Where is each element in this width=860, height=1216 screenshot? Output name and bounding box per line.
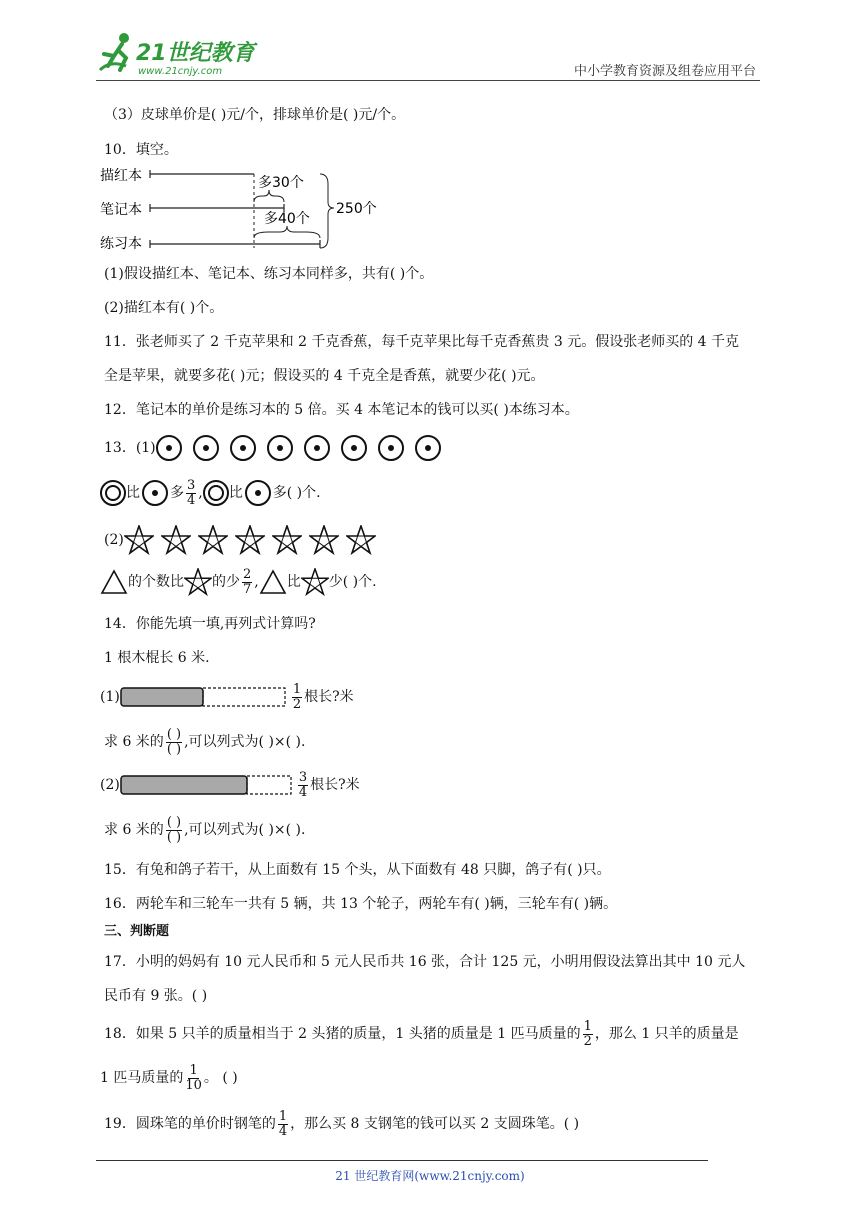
dot-circle-icon xyxy=(142,480,168,506)
star-icon xyxy=(124,525,154,555)
ask-formula: ,可以列式为( )×( ). xyxy=(184,734,306,750)
more30-label: 多30个 xyxy=(258,175,304,191)
q18-text-a2: ，那么 1 只羊的质量是 xyxy=(594,1026,739,1042)
comma: , xyxy=(254,574,259,590)
stick-half-bar xyxy=(120,686,290,708)
dot-circle-icon xyxy=(245,480,271,506)
q10-2-text: (2)描红本有( )个。 xyxy=(104,300,224,316)
q17-line2: 民币有 9 张。( ) xyxy=(104,988,208,1004)
footer-text: 21 世纪教育网(www.21cnjy.com) xyxy=(335,1169,525,1183)
q19-line xyxy=(104,1106,579,1142)
logo-url: www.21cnjy.com xyxy=(138,66,223,77)
dot-circle-icon xyxy=(230,435,256,461)
star-icon xyxy=(198,525,228,555)
ask-formula: ,可以列式为( )×( ). xyxy=(184,822,306,838)
q14-2-tail: 根长?米 xyxy=(310,777,360,793)
triangle-icon xyxy=(100,569,128,595)
fraction-blank: $\frac{( )}{( )}$ xyxy=(166,726,182,757)
ring-icon xyxy=(100,480,126,506)
dot-circle-icon xyxy=(378,435,404,461)
dot-circle-icon xyxy=(193,435,219,461)
q10-diagram xyxy=(98,162,388,254)
fraction-1-4: $\frac{1}{4}$ xyxy=(278,1108,288,1139)
text-count-compare: 的个数比 xyxy=(128,574,184,590)
fraction-blank: $\frac{( )}{( )}$ xyxy=(166,814,182,845)
q14-2-row xyxy=(100,768,360,802)
triangle-icon xyxy=(259,569,287,595)
text-shao-blank: 少( )个. xyxy=(328,574,377,590)
dot-circle-icon xyxy=(341,435,367,461)
q12-text: 12．笔记本的单价是练习本的 5 倍。买 4 本笔记本的钱可以买( )本练习本。 xyxy=(104,402,579,418)
q19-text-a: 19．圆珠笔的单价时钢笔的 xyxy=(104,1116,276,1132)
q14-1-row xyxy=(100,680,354,714)
stick-three-quarter-bar xyxy=(120,774,296,796)
q14-2-label: (2) xyxy=(100,777,120,793)
text-bi: 比 xyxy=(228,485,243,501)
label-miaohong: 描红本 xyxy=(100,168,142,184)
text-duo: 多 xyxy=(170,485,184,501)
star-icon xyxy=(301,568,329,596)
q9-3-text: （3）皮球单价是( )元/个，排球单价是( )元/个。 xyxy=(104,107,406,123)
text-bi: 比 xyxy=(126,485,140,501)
q15-text: 15．有兔和鸽子若干，从上面数有 15 个头，从下面数有 48 只脚，鸽子有( )只。 xyxy=(104,862,611,878)
header-divider xyxy=(96,80,760,81)
q13-2-label: (2) xyxy=(104,532,124,548)
q14-1-tail: 根长?米 xyxy=(304,689,354,705)
q11-line2: 全是苹果，就要多花( )元；假设买的 4 千克全是香蕉，就要少花( )元。 xyxy=(104,368,545,384)
q11-line1: 11．张老师买了 2 千克苹果和 2 千克香蕉，每千克苹果比每千克香蕉贵 3 元。假设张老师买的 4 千克 xyxy=(104,334,740,350)
star-icon xyxy=(235,525,265,555)
q14-title: 14．你能先填一填,再列式计算吗? xyxy=(104,616,316,632)
q14-intro: 1 根木棍长 6 米. xyxy=(104,650,210,666)
section-heading: 三、判断题 xyxy=(104,924,170,939)
q13-2-compare xyxy=(100,564,377,600)
q17-line1: 17．小明的妈妈有 10 元人民币和 5 元人民币共 16 张，合计 125 元，小明用假设法算出其中 10 元人 xyxy=(104,954,746,970)
q14-1-ask xyxy=(104,722,305,762)
fraction-3-4: $\frac{3}{4}$ xyxy=(187,477,196,508)
total-label: 250个 xyxy=(336,201,377,217)
q13-1-label: 13．(1) xyxy=(104,440,156,456)
dot-circle-icon xyxy=(304,435,330,461)
q14-1-label: (1) xyxy=(100,689,120,705)
q18-line2 xyxy=(100,1060,238,1096)
fraction-3-4: $\frac{3}{4}$ xyxy=(298,769,308,800)
site-logo xyxy=(96,30,266,80)
ring-icon xyxy=(203,480,229,506)
more40-label: 多40个 xyxy=(264,211,310,227)
q19-text-b: ，那么买 8 支钢笔的钱可以买 2 支圆珠笔。( ) xyxy=(290,1116,580,1132)
q10-title: 10．填空。 xyxy=(104,142,178,158)
text-duo-blank: 多( )个. xyxy=(272,485,321,501)
platform-name: 中小学教育资源及组卷应用平台 xyxy=(574,64,757,79)
dot-circle-icon xyxy=(156,435,182,461)
star-icon xyxy=(346,525,376,555)
q13-1-compare xyxy=(100,476,321,510)
q13-1-row xyxy=(104,434,452,462)
q18-text-b2: 。 ( ) xyxy=(203,1070,238,1086)
q18-line1 xyxy=(104,1016,739,1052)
fraction-2-7: $\frac{2}{7}$ xyxy=(243,566,252,597)
q10-1-text: (1)假设描红本、笔记本、练习本同样多，共有( )个。 xyxy=(104,266,434,282)
star-icon xyxy=(272,525,302,555)
label-bijiben: 笔记本 xyxy=(100,202,142,218)
text-bi: 比 xyxy=(286,574,301,590)
q18-text-b: 1 匹马质量的 xyxy=(100,1070,184,1086)
star-icon xyxy=(161,525,191,555)
text-shao: 的少 xyxy=(212,574,240,590)
footer-divider xyxy=(96,1160,708,1161)
ask-prefix: 求 6 米的 xyxy=(104,822,164,838)
logo-text: 21世纪教育 xyxy=(136,41,255,66)
q14-2-ask xyxy=(104,810,305,850)
q16-text: 16．两轮车和三轮车一共有 5 辆，共 13 个轮子，两轮车有( )辆，三轮车有( )辆。 xyxy=(104,896,618,912)
dot-circle-icon xyxy=(415,435,441,461)
dot-circle-icon xyxy=(267,435,293,461)
star-icon xyxy=(309,525,339,555)
star-icon xyxy=(184,568,212,596)
fraction-1-2: $\frac{1}{2}$ xyxy=(292,681,302,712)
label-lianxiben: 练习本 xyxy=(100,236,142,252)
ask-prefix: 求 6 米的 xyxy=(104,734,164,750)
fraction-1-10: $\frac{1}{10}$ xyxy=(185,1062,202,1093)
q18-text-a: 18．如果 5 只羊的质量相当于 2 头猪的质量，1 头猪的质量是 1 匹马质量的 xyxy=(104,1026,581,1042)
comma: , xyxy=(198,485,203,501)
q13-2-row xyxy=(104,524,383,556)
fraction-1-2: $\frac{1}{2}$ xyxy=(583,1018,592,1049)
